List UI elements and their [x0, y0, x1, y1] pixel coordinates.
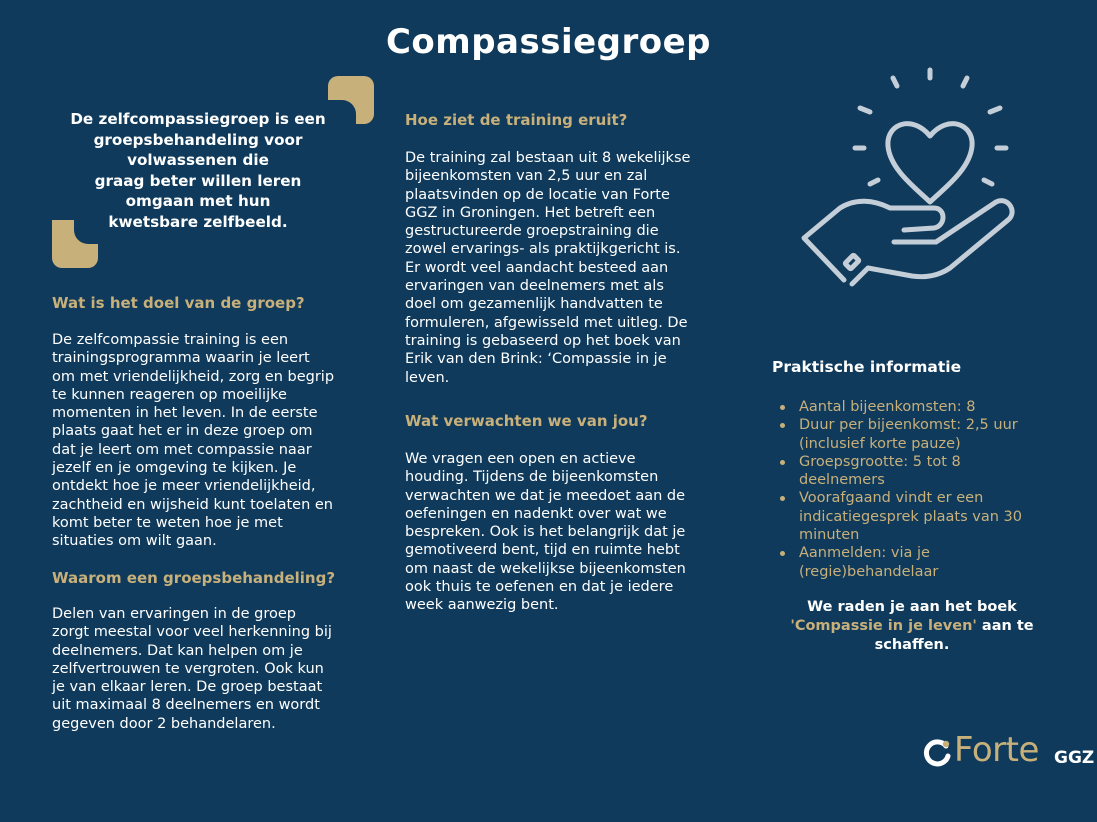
intro-line: omgaan met hun	[125, 192, 271, 210]
intro-line: volwassenen die	[127, 151, 269, 169]
text-line: gemotiveerd bent, tijd en ruimte hebt	[405, 542, 680, 559]
advice-suffix: aan te	[976, 618, 1034, 634]
section-body-doel	[52, 331, 342, 551]
logo-suffix: GGZ	[1054, 748, 1095, 768]
text-line: De training zal bestaan uit 8 wekelijkse	[405, 150, 691, 166]
advice-line	[780, 617, 1044, 636]
text-line: komt beter te weten hoe je met	[52, 514, 283, 531]
intro-line: graag beter willen leren	[94, 171, 302, 190]
info-item: Aantal bijeenkomsten: 8	[778, 398, 1048, 416]
text-line: GGZ in Groningen. Het betreft een	[405, 204, 656, 221]
text-line: deelnemers. Dat kan helpen om je	[52, 642, 303, 659]
text-line: te kunnen reageren op moeilijke	[52, 386, 287, 403]
section-body-waarom	[52, 605, 342, 733]
text-line: om met vriendelijkheid, zorg en begrip	[52, 368, 335, 385]
text-line: plaatsvinden op de locatie van Forte	[405, 186, 670, 203]
advice-line: We raden je aan het boek	[807, 599, 1017, 615]
section-heading-wat: Wat verwachten we van jou?	[405, 412, 648, 430]
text-line: houding. Tijdens de bijeenkomsten	[405, 469, 659, 486]
text-line: zowel ervarings- als praktijkgericht is.	[405, 241, 681, 258]
text-line: ook thuis te oefenen en dat je iedere	[405, 579, 674, 596]
text-line: momenten in het leven. In de eerste	[52, 405, 318, 422]
info-item: Voorafgaand vindt er een indicatiegesprek plaats van 30 minuten	[778, 489, 1048, 544]
text-line: je van elkaar leren. De groep bestaat	[52, 679, 323, 696]
text-line: leven.	[405, 369, 450, 386]
advice-line: schaffen.	[874, 637, 950, 653]
text-line: bijeenkomsten van 2,5 uur en zal	[405, 168, 648, 185]
info-item: Duur per bijeenkomst: 2,5 uur (inclusief korte pauze)	[778, 416, 1048, 453]
forte-ggz-logo	[920, 730, 1095, 776]
text-line: dat je leert om met compassie naar	[52, 441, 312, 458]
book-title: 'Compassie in je leven'	[790, 618, 977, 634]
text-line: jezelf en je omgeving te kijken. Je	[52, 460, 297, 477]
section-heading-hoe: Hoe ziet de training eruit?	[405, 111, 628, 129]
text-line: Erik van den Brink: ‘Compassie in je	[405, 351, 667, 368]
section-heading-waarom: Waarom een groepsbehandeling?	[52, 569, 336, 587]
text-line: zachtheid en wijsheid kunt toelaten en	[52, 496, 333, 513]
section-body-hoe	[405, 149, 705, 387]
text-line: plaats gaat het er in deze groep om	[52, 423, 313, 440]
text-line: om naast de wekelijkse bijeenkomsten	[405, 560, 686, 577]
text-line: uit maximaal 8 deelnemers en wordt	[52, 697, 320, 714]
heart-hand-icon	[800, 62, 1030, 290]
intro-line: kwetsbare zelfbeeld.	[108, 212, 288, 231]
info-item: Groepsgrootte: 5 tot 8 deelnemers	[778, 453, 1048, 490]
text-line: situaties om wilt gaan.	[52, 533, 217, 550]
text-line: oefeningen en nadenkt over wat we	[405, 505, 667, 522]
info-title: Praktische informatie	[772, 358, 962, 376]
section-heading-doel: Wat is het doel van de groep?	[52, 294, 305, 312]
intro-text	[52, 109, 344, 232]
text-line: We vragen een open en actieve	[405, 451, 636, 467]
section-body-wat	[405, 450, 705, 615]
text-line: ontdekt hoe je meer vriendelijkheid,	[52, 478, 316, 495]
text-line: zelfvertrouwen te vergroten. Ook kun	[52, 660, 324, 677]
text-line: doel om gezamenlijk handvatten te	[405, 296, 663, 313]
logo-name: Forte	[954, 730, 1039, 770]
intro-line: groepsbehandeling voor	[93, 130, 303, 149]
text-line: ervaringen van deelnemers met als	[405, 278, 664, 295]
text-line: bespreken. Ook is het belangrijk dat je	[405, 524, 686, 541]
info-item: Aanmelden: via je (regie)behandelaar	[778, 544, 1048, 581]
forte-logo-icon	[922, 738, 952, 768]
intro-line: De zelfcompassiegroep is een	[70, 110, 326, 128]
text-line: trainingsprogramma waarin je leert	[52, 350, 310, 367]
text-line: training is gebaseerd op het boek van	[405, 332, 681, 349]
text-line: Er wordt veel aandacht besteed aan	[405, 259, 669, 276]
text-line: De zelfcompassie training is een	[52, 332, 289, 348]
text-line: Delen van ervaringen in de groep	[52, 606, 296, 622]
info-list	[778, 398, 1048, 581]
text-line: gegeven door 2 behandelaren.	[52, 715, 276, 732]
book-advice	[780, 598, 1044, 655]
text-line: gestructureerde groepstraining die	[405, 223, 659, 240]
page-title: Compassiegroep	[385, 22, 712, 62]
text-line: week aanwezig bent.	[405, 597, 559, 614]
text-line: verwachten we dat je meedoet aan de	[405, 487, 686, 504]
text-line: zorgt meestal voor veel herkenning bij	[52, 624, 332, 641]
text-line: formuleren, afgewisseld met uitleg. De	[405, 314, 688, 331]
